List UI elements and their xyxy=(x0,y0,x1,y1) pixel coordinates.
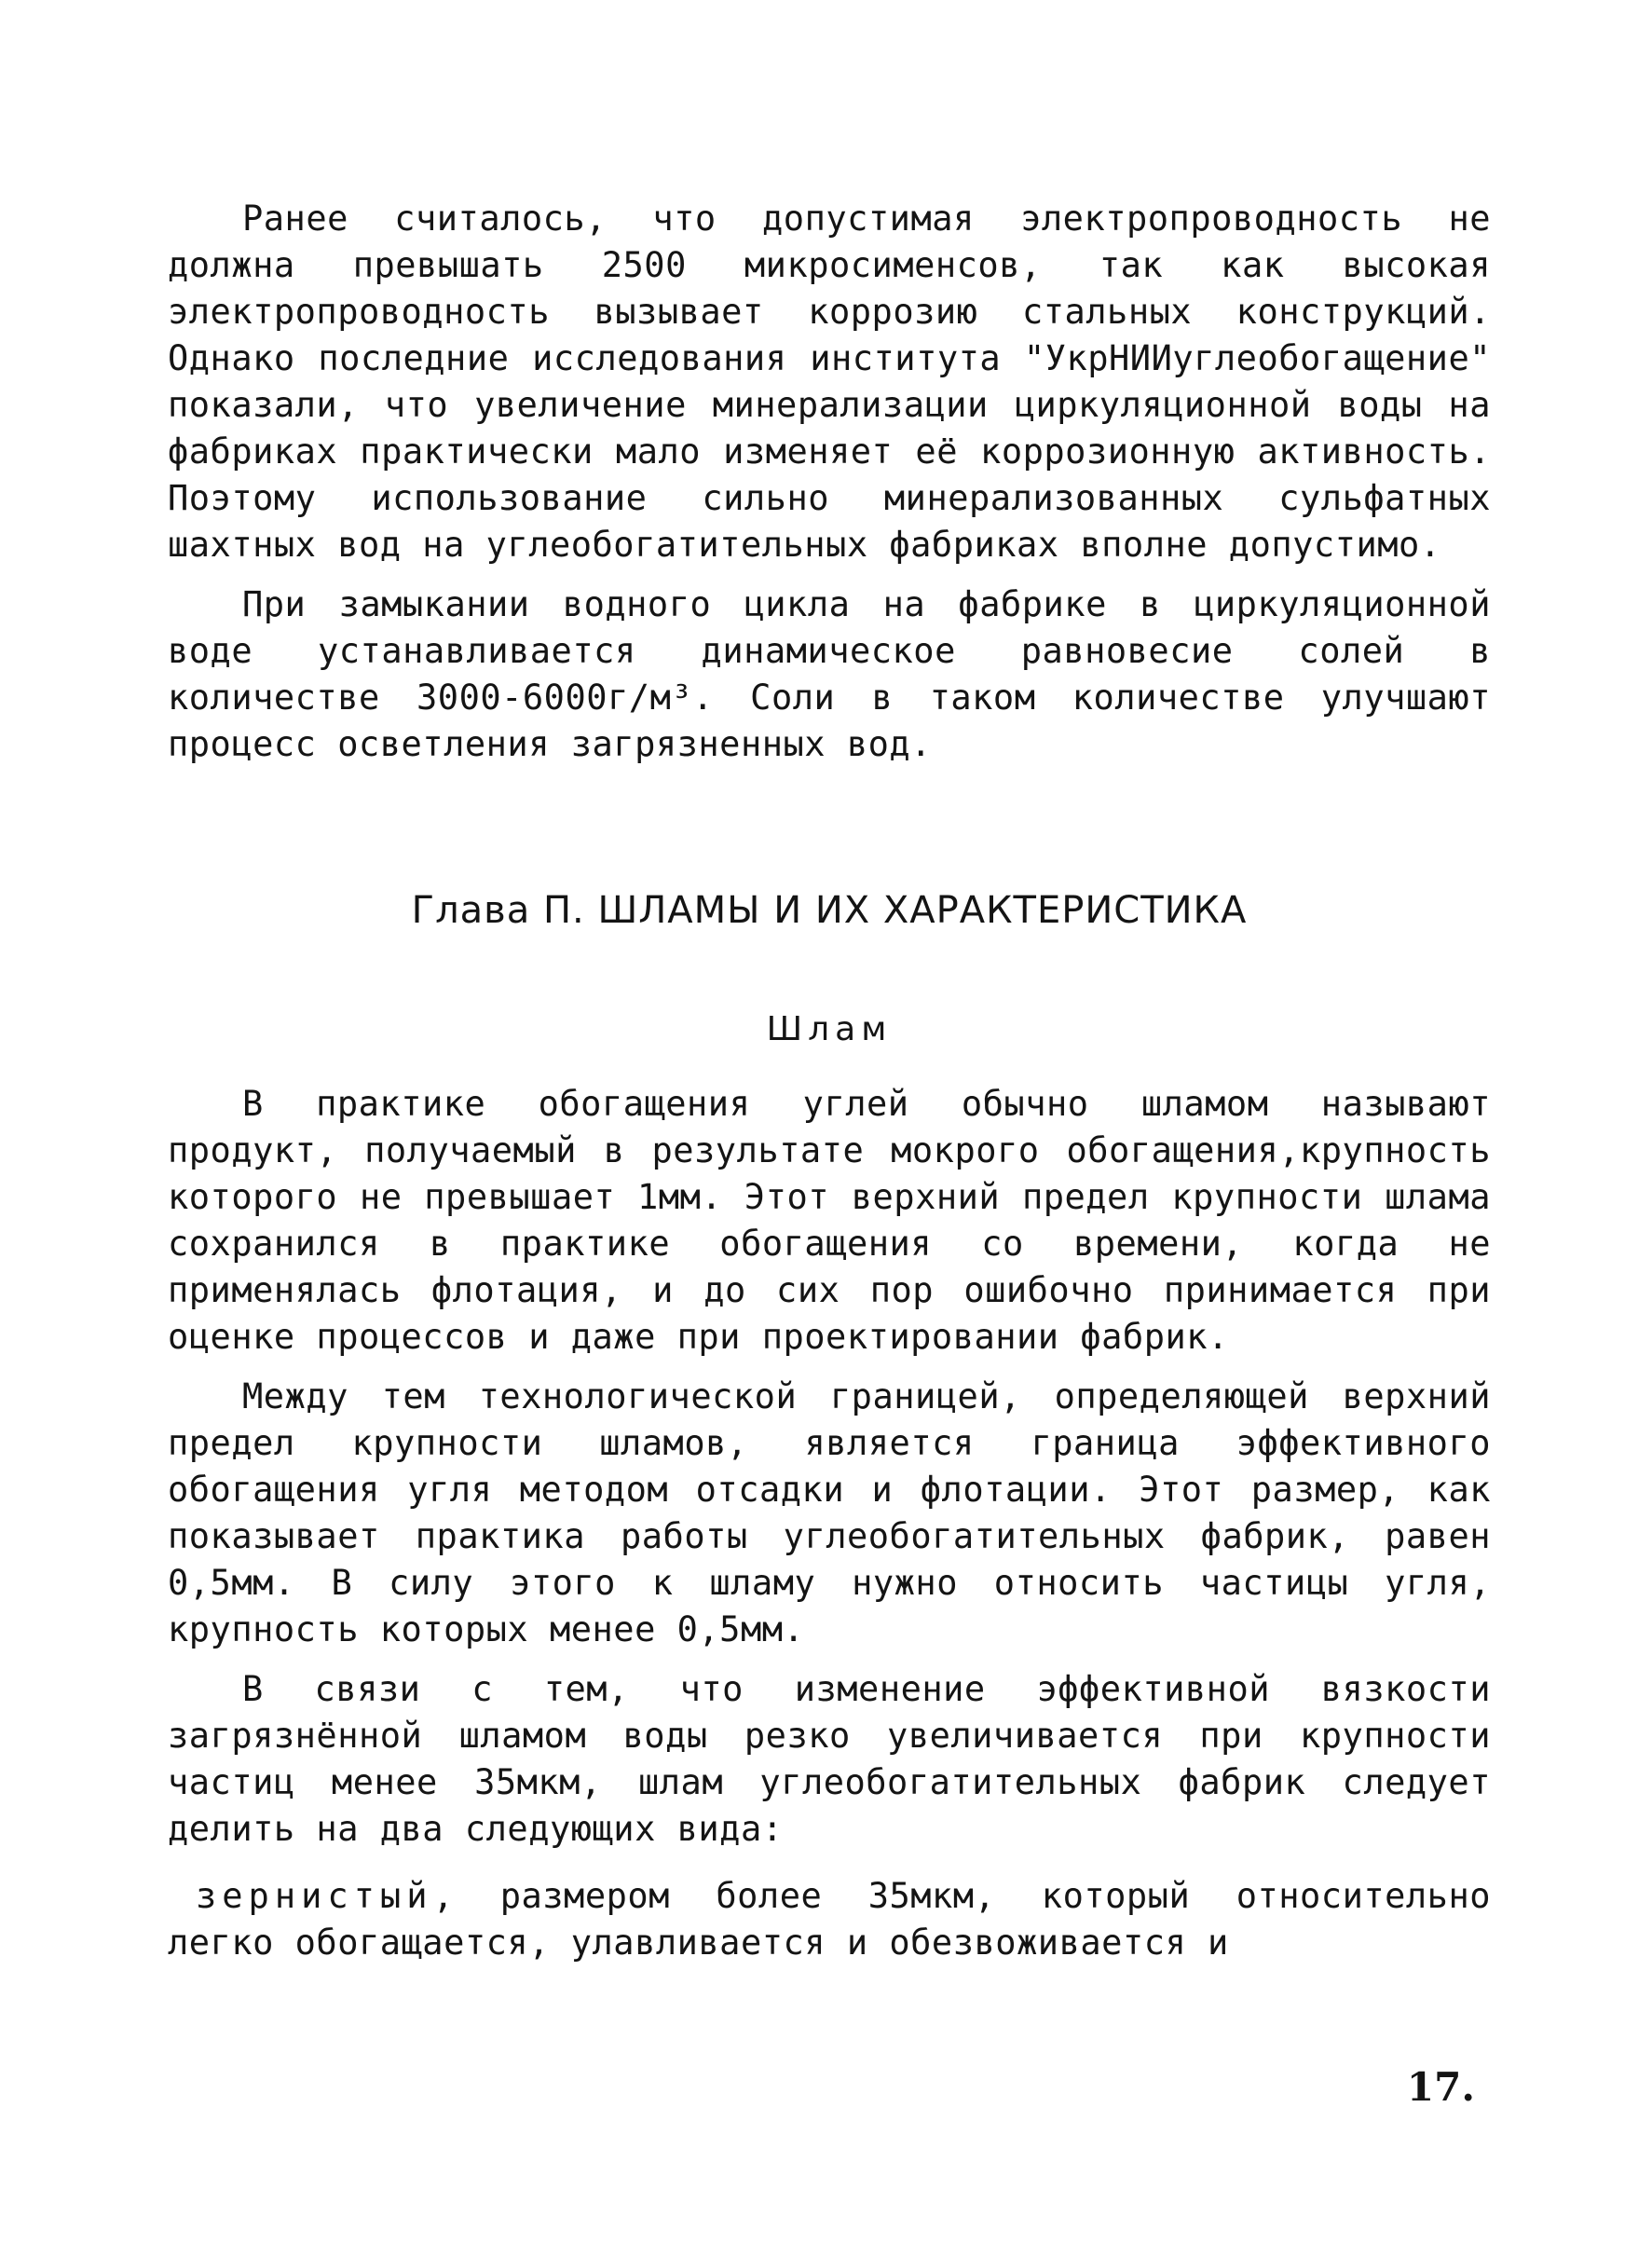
chapter-text xyxy=(168,1081,1491,1966)
page-number: 17. xyxy=(1406,2064,1475,2110)
paragraph-size-boundary: Между тем технологической границей, определяющей верхний предел крупности шламов, является граница эффективного обогащения угля методом отсадки и флотации. Этот размер, как показывает практика работы углеобогатительных фабрик, равен 0,5мм. В силу этого к шламу нужно относить частицы угля, крупность которых менее 0,5мм. xyxy=(168,1376,1491,1649)
paragraph-water-cycle: При замыкании водного цикла на фабрике в циркуляционной воде устанавливается динамическое равновесие солей в количестве 3000-6000г/м³. Соли в таком количестве улучшают процесс осветления загрязненных вод. xyxy=(168,584,1491,764)
paragraph-granular-slime xyxy=(168,1873,1491,1966)
chapter-title: Глава П. ШЛАМЫ И ИХ ХАРАКТЕРИСТИКА xyxy=(411,889,1248,932)
granular-description: , размером более 35мкм, который относительно легко обогащается, улавливается и обезвоживается и xyxy=(168,1876,1491,1963)
term-granular: зернистый xyxy=(196,1876,433,1916)
intro-text xyxy=(168,196,1491,768)
section-title: Шлам xyxy=(766,1010,893,1048)
paragraph-conductivity: Ранее считалось, что допустимая электропроводность не должна превышать 2500 микросименсов, так как высокая электропроводность вызывает коррозию стальных конструкций. Однако последние исследования института "УкрНИИуглеобогащение" показали, что увеличение минерализации циркуляционной воды на фабриках практически мало изменяет её коррозионную активность. Поэтому использование сильно минерализованных сульфатных шахтных вод на углеобогатительных фабриках вполне допустимо. xyxy=(168,198,1491,565)
paragraph-slime-types: В связи с тем, что изменение эффективной вязкости загрязнённой шламом воды резко увеличивается при крупности частиц менее 35мкм, шлам углеобогатительных фабрик следует делить на два следующих вида: xyxy=(168,1669,1491,1849)
paragraph-slime-definition: В практике обогащения углей обычно шламом называют продукт, получаемый в результате мокрого обогащения,крупность которого не превышает 1мм. Этот верхний предел крупности шлама сохранился в практике обогащения со времени, когда не применялась флотация, и до сих пор ошибочно принимается при оценке процессов и даже при проектировании фабрик. xyxy=(168,1084,1491,1357)
